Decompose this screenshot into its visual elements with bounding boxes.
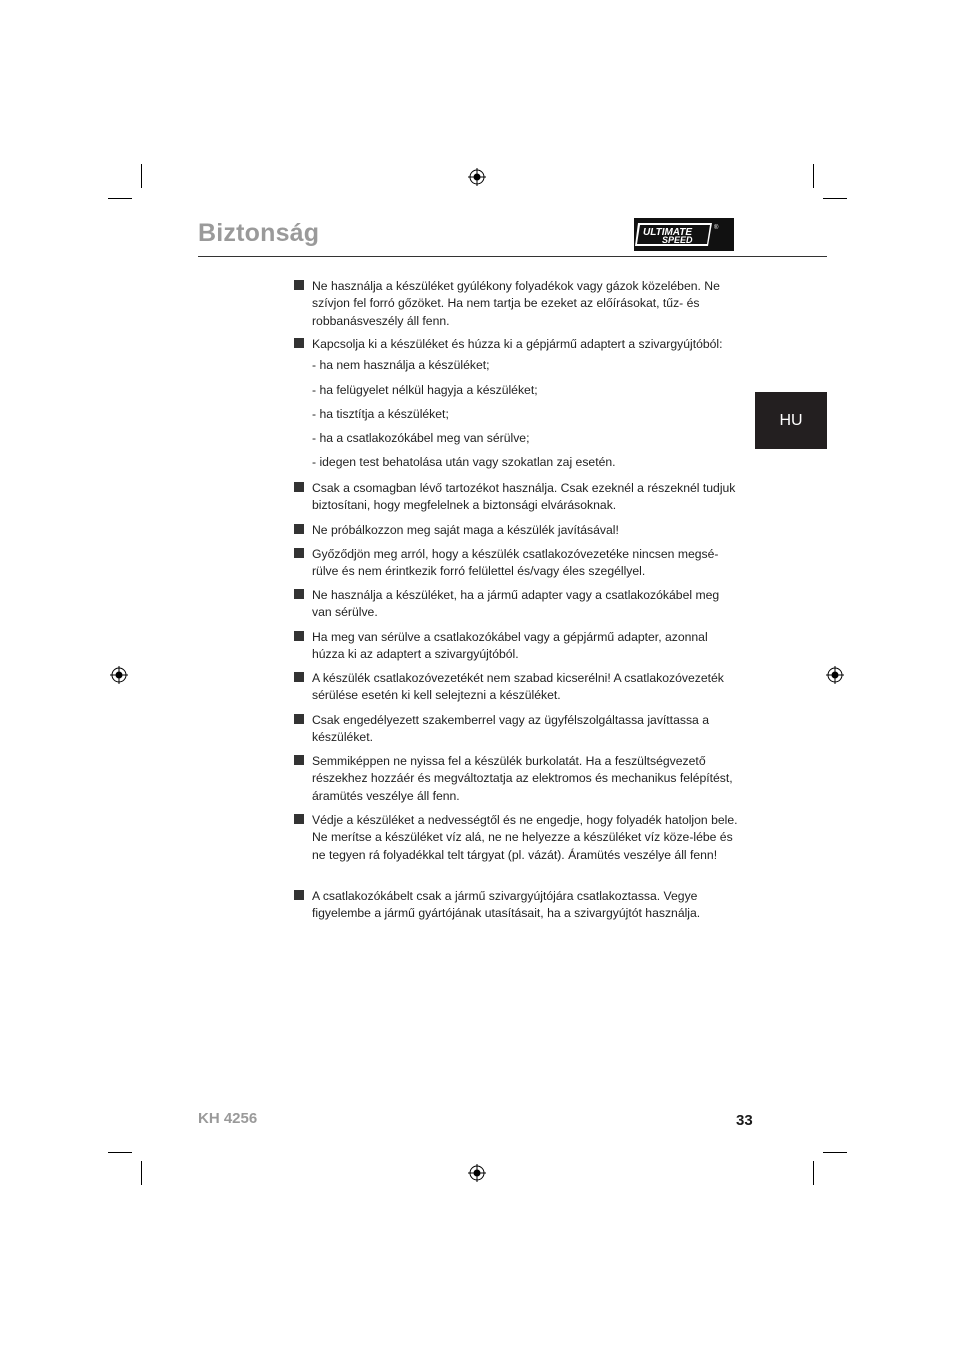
square-bullet-icon <box>294 524 304 534</box>
sub-list-item: - ha tisztítja a készüléket; <box>312 407 449 421</box>
footer-model-number: KH 4256 <box>198 1110 258 1127</box>
list-item-text: Védje a készüléket a nedvességtől és ne engedje, hogy folyadék hatoljon bele. Ne merítse a készüléket víz alá, ne ne helyezze a készüléket víz köze-lébe és ne tegyen rá folyadékkal telt tárgyat (pl. vázát). Áramütés veszélye áll fenn! <box>312 813 738 862</box>
list-item-text: Ha meg van sérülve a csatlakozókábel vagy a gépjármű adapter, azonnal húzza ki az adaptert a szivargyújtóból. <box>312 630 708 662</box>
square-bullet-icon <box>294 589 304 599</box>
list-item-text: Győződjön meg arról, hogy a készülék csatlakozóvezetéke nincsen megsé-rülve és nem érintkezik forró felülettel és/vagy éles szegéllyel. <box>312 547 719 579</box>
logo-registered-mark: ® <box>714 225 719 231</box>
list-item-text: A csatlakozókábelt csak a jármű szivargyújtójára csatlakoztassa. Vegye figyelembe a jármű gyártójának utasításait, ha a szivargyújtót használja. <box>312 889 701 921</box>
square-bullet-icon <box>294 672 304 682</box>
language-tab: HU <box>755 392 827 449</box>
list-item-text: A készülék csatlakozóvezetékét nem szabad kicserélni! A csatlakozóvezeték sérülése esetén ki kell selejtezni a készüléket. <box>312 671 724 703</box>
page-number: 33 <box>736 1112 753 1129</box>
list-item-text: Csak engedélyezett szakemberrel vagy az ügyfélszolgáltassa javíttassa a készüléket. <box>312 713 709 745</box>
square-bullet-icon <box>294 714 304 724</box>
square-bullet-icon <box>294 548 304 558</box>
sub-list-item: - ha a csatlakozókábel meg van sérülve; <box>312 431 530 445</box>
list-item-text: Ne használja a készüléket, ha a jármű adapter vagy a csatlakozókábel meg van sérülve. <box>312 588 720 620</box>
square-bullet-icon <box>294 755 304 765</box>
sub-list-item: - ha nem használja a készüléket; <box>312 358 490 372</box>
list-item-text: Ne használja a készüléket gyúlékony folyadékok vagy gázok közelében. Ne szívjon fel forró gőzöket. Ha nem tartja be ezeket az előírásokat, tűz- és robbanásveszély áll fenn. <box>312 279 720 328</box>
list-item-text: Csak a csomagban lévő tartozékot használja. Csak ezeknél a részeknél tudjuk biztosítani, hogy megfelelnek a biztonsági elvárásoknak. <box>312 481 736 513</box>
list-item-text: Semmiképpen ne nyissa fel a készülék burkolatát. Ha a feszültségvezető részekhez hozzáér és megváltoztatja az elektromos és mechanikus felépítést, áramütés veszélye áll fenn. <box>312 754 733 803</box>
page-title: Biztonság <box>198 219 320 247</box>
logo-text-line1: ULTIMATE <box>643 227 693 238</box>
square-bullet-icon <box>294 814 304 824</box>
sub-list-item: - ha felügyelet nélkül hagyja a készüléket; <box>312 383 538 397</box>
square-bullet-icon <box>294 280 304 290</box>
list-item-text: Kapcsolja ki a készüléket és húzza ki a gépjármű adaptert a szivargyújtóból: <box>312 337 723 351</box>
sub-list-item: - idegen test behatolása után vagy szokatlan zaj esetén. <box>312 455 616 469</box>
square-bullet-icon <box>294 482 304 492</box>
list-item-text: Ne próbálkozzon meg saját maga a készülék javításával! <box>312 523 619 537</box>
square-bullet-icon <box>294 631 304 641</box>
square-bullet-icon <box>294 890 304 900</box>
logo-text-line2: SPEED <box>662 235 693 245</box>
square-bullet-icon <box>294 338 304 348</box>
